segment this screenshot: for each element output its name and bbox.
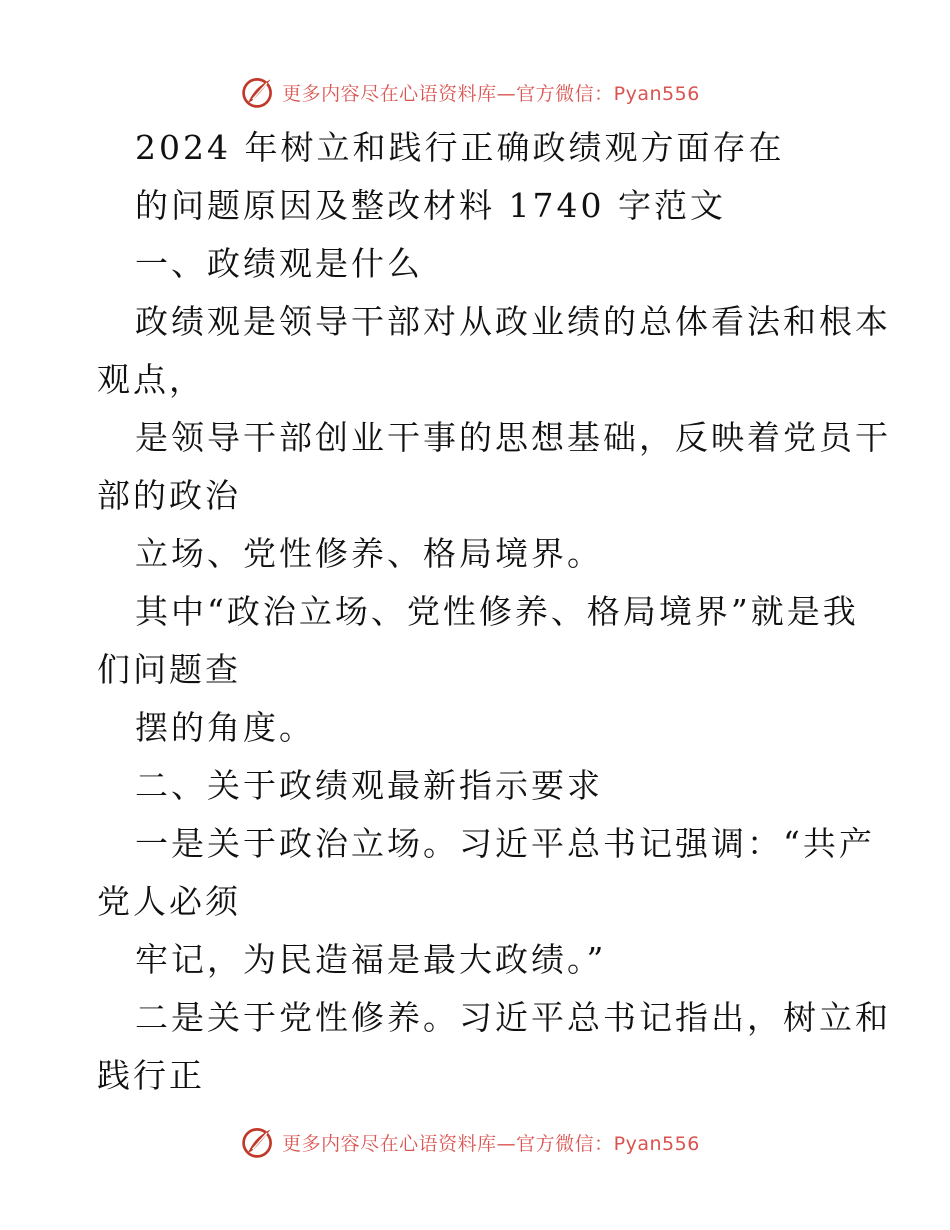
- paragraph-line: 是领导干部创业干事的思想基础，反映着党员干: [135, 418, 891, 457]
- paragraph-line: 摆的角度。: [135, 708, 315, 747]
- paragraph-line: 牢记，为民造福是最大政绩。”: [135, 940, 607, 979]
- paragraph-line: 一是关于政治立场。习近平总书记强调：“共产: [135, 824, 875, 863]
- paragraph-line: 党人必须: [97, 882, 241, 921]
- quill-logo-icon: [240, 1124, 276, 1160]
- section-heading-2: 二、关于政绩观最新指示要求: [135, 766, 603, 805]
- paragraph-line: 其中“政治立场、党性修养、格局境界”就是我: [135, 592, 859, 631]
- quill-logo-icon: [240, 74, 276, 110]
- header-watermark: [0, 72, 950, 112]
- watermark-text: 更多内容尽在心语资料库—官方微信：Pyan556: [282, 82, 700, 105]
- paragraph-line: 政绩观是领导干部对从政业绩的总体看法和根本: [135, 302, 891, 341]
- paragraph-line: 践行正: [97, 1056, 205, 1095]
- paragraph-line: 部的政治: [97, 476, 241, 515]
- doc-title-line-2: 的问题原因及整改材料 1740 字范文: [135, 186, 726, 225]
- watermark-text: 更多内容尽在心语资料库—官方微信：Pyan556: [282, 1132, 700, 1155]
- footer-watermark: [0, 1122, 950, 1162]
- paragraph-line: 观点，: [97, 360, 205, 399]
- section-heading-1: 一、政绩观是什么: [135, 244, 423, 283]
- paragraph-line: 们问题查: [97, 650, 241, 689]
- paragraph-line: 立场、党性修养、格局境界。: [135, 534, 603, 573]
- paragraph-line: 二是关于党性修养。习近平总书记指出，树立和: [135, 998, 891, 1037]
- doc-title-line-1: 2024 年树立和践行正确政绩观方面存在: [135, 128, 785, 167]
